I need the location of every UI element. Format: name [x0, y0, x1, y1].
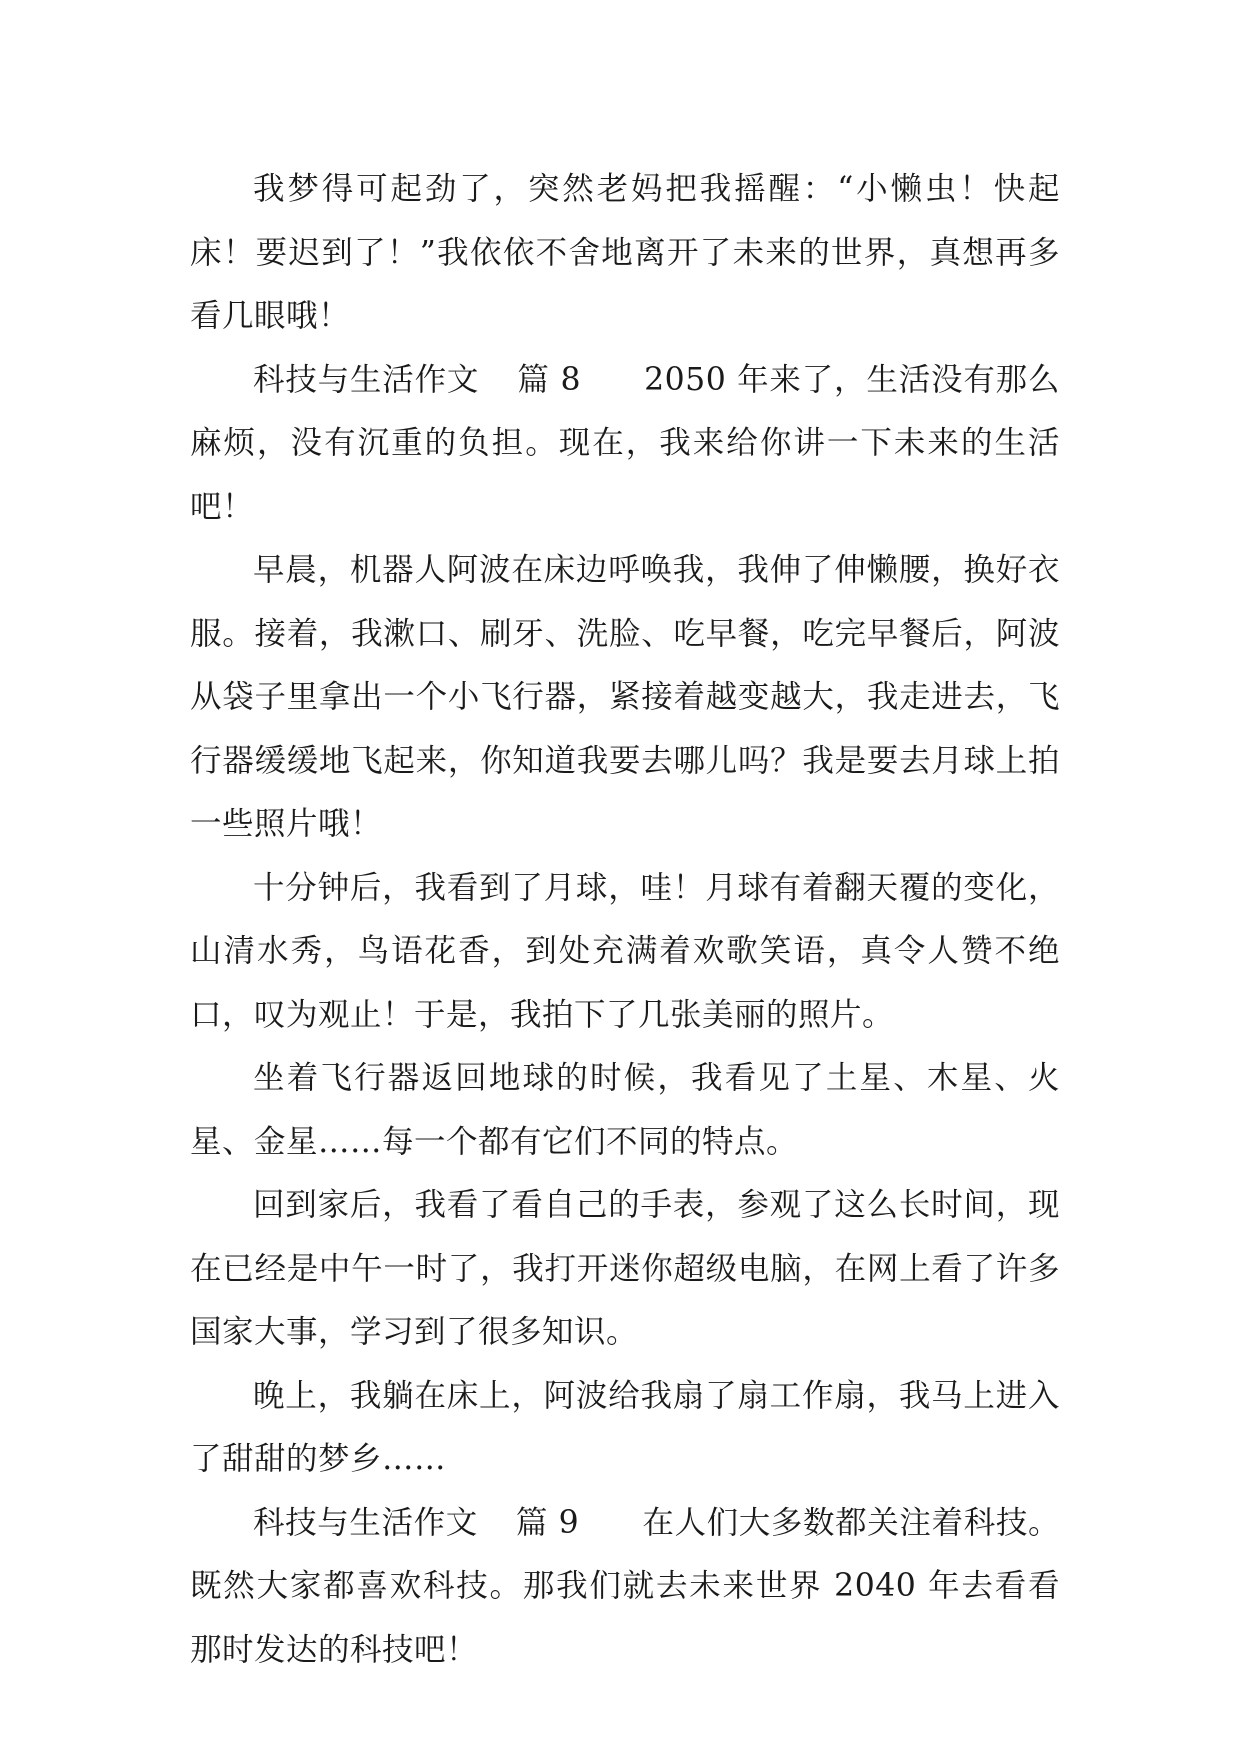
- paragraph-text: 在人们大多数都关注着科技。既然大家都喜欢科技。那我们就去未来世界 2040 年去看看那时发达的科技吧！: [190, 1504, 1060, 1668]
- section-paragraph: [190, 349, 1060, 540]
- section-label: 篇 9: [515, 1504, 580, 1541]
- paragraph-text: 早晨，机器人阿波在床边呼唤我，我伸了伸懒腰，换好衣服。接着，我漱口、刷牙、洗脸、吃早餐，吃完早餐后，阿波从袋子里拿出一个小飞行器，紧接着越变越大，我走进去，飞行器缓缓地飞起来，你知道我要去哪儿吗？我是要去月球上拍一些照片哦！: [190, 552, 1060, 842]
- paragraph: [190, 1365, 1060, 1492]
- paragraph-text: 回到家后，我看了看自己的手表，参观了这么长时间，现在已经是中午一时了，我打开迷你超级电脑，在网上看了许多国家大事，学习到了很多知识。: [190, 1187, 1060, 1350]
- paragraph: [190, 539, 1060, 857]
- paragraph-text: 2050 年来了，生活没有那么麻烦，没有沉重的负担。现在，我来给你讲一下未来的生活吧！: [190, 361, 1060, 525]
- paragraph-text: 坐着飞行器返回地球的时候，我看见了土星、木星、火星、金星……每一个都有它们不同的特点。: [190, 1060, 1060, 1160]
- section-label: 篇 8: [517, 361, 582, 398]
- paragraph: [190, 1174, 1060, 1365]
- section-heading: 科技与生活作文: [253, 1504, 478, 1541]
- paragraph-text: 我梦得可起劲了，突然老妈把我摇醒：“小懒虫！快起床！要迟到了！”我依依不舍地离开了未来的世界，真想再多看几眼哦！: [190, 171, 1060, 334]
- paragraph-text: 十分钟后，我看到了月球，哇！月球有着翻天覆的变化，山清水秀，鸟语花香，到处充满着欢歌笑语，真令人赞不绝口，叹为观止！于是，我拍下了几张美丽的照片。: [190, 869, 1060, 1033]
- section-paragraph: [190, 1492, 1060, 1683]
- paragraph: [190, 857, 1060, 1048]
- paragraph: [190, 158, 1060, 349]
- document-body: [190, 158, 1060, 1682]
- paragraph-text: 晚上，我躺在床上，阿波给我扇了扇工作扇，我马上进入了甜甜的梦乡……: [190, 1377, 1060, 1477]
- paragraph: [190, 1047, 1060, 1174]
- section-heading: 科技与生活作文: [253, 361, 480, 398]
